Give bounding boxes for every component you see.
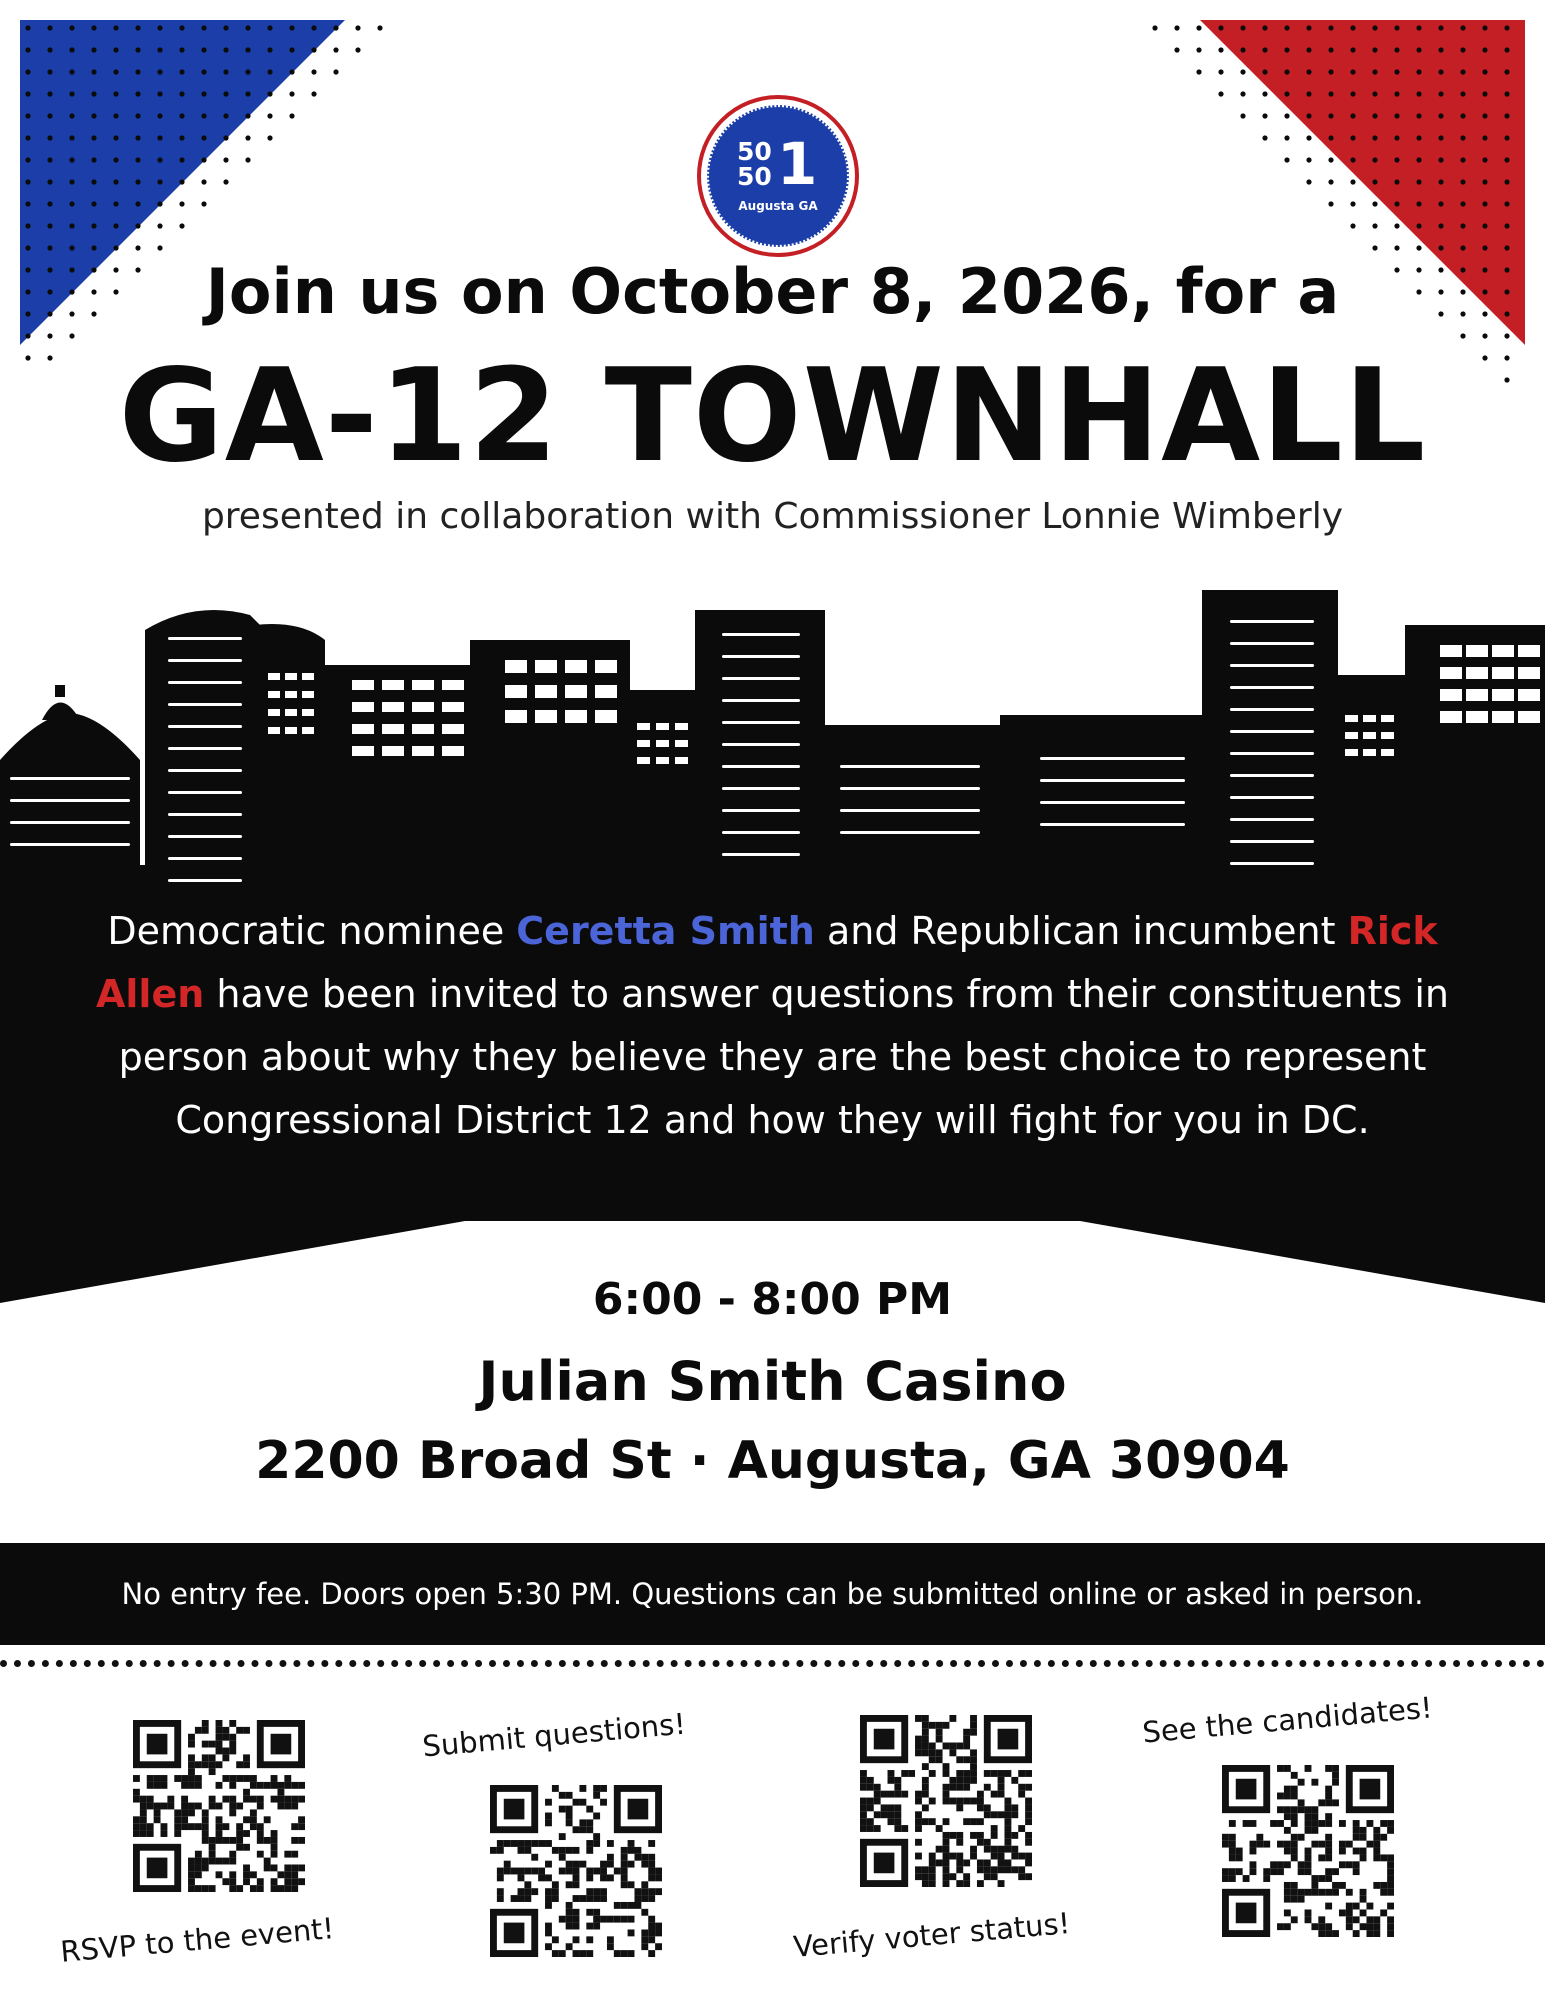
logo-badge <box>707 105 849 247</box>
qr-code-icon[interactable] <box>490 1785 662 1957</box>
logo-place: Augusta GA <box>738 199 818 213</box>
event-venue: Julian Smith Casino <box>478 1350 1067 1413</box>
subtitle: presented in collaboration with Commissioner Lonnie Wimberly <box>201 496 1344 537</box>
page-title: GA-12 TOWNHALL <box>118 342 1427 491</box>
republican-incumbent-name: Rick Allen <box>96 909 1438 1016</box>
event-time: 6:00 - 8:00 PM <box>592 1274 953 1325</box>
qr-code-icon[interactable] <box>133 1720 305 1892</box>
event-description: Democratic nominee Ceretta Smith and Republican incumbent Rick Allen have been invited to answer questions from their constituents in person about why they believe they are the best choice to represent Congressional District 12 and how they will fight for you in DC. <box>96 909 1449 1142</box>
event-address: 2200 Broad St · Augusta, GA 30904 <box>255 1431 1290 1491</box>
qr-label-submit-questions: Submit questions! <box>421 1706 688 1764</box>
dotted-divider <box>0 1660 1545 1667</box>
logo-fifty-fifty: 50 50 <box>737 137 772 191</box>
5050-augusta-logo <box>697 95 859 257</box>
qr-code-icon[interactable] <box>860 1715 1032 1887</box>
qr-label-verify-voter: Verify voter status! <box>792 1905 1072 1965</box>
democratic-nominee-name: Ceretta Smith <box>516 909 815 953</box>
intro-heading: Join us on October 8, 2026, for a <box>205 255 1340 328</box>
logo-one: 1 <box>777 130 818 198</box>
qr-code-icon[interactable] <box>1222 1765 1394 1937</box>
qr-label-see-candidates: See the candidates! <box>1141 1690 1434 1750</box>
info-text: No entry fee. Doors open 5:30 PM. Questions can be submitted online or asked in person. <box>121 1577 1424 1611</box>
qr-label-rsvp: RSVP to the event! <box>59 1911 336 1969</box>
info-bar <box>0 1543 1545 1645</box>
